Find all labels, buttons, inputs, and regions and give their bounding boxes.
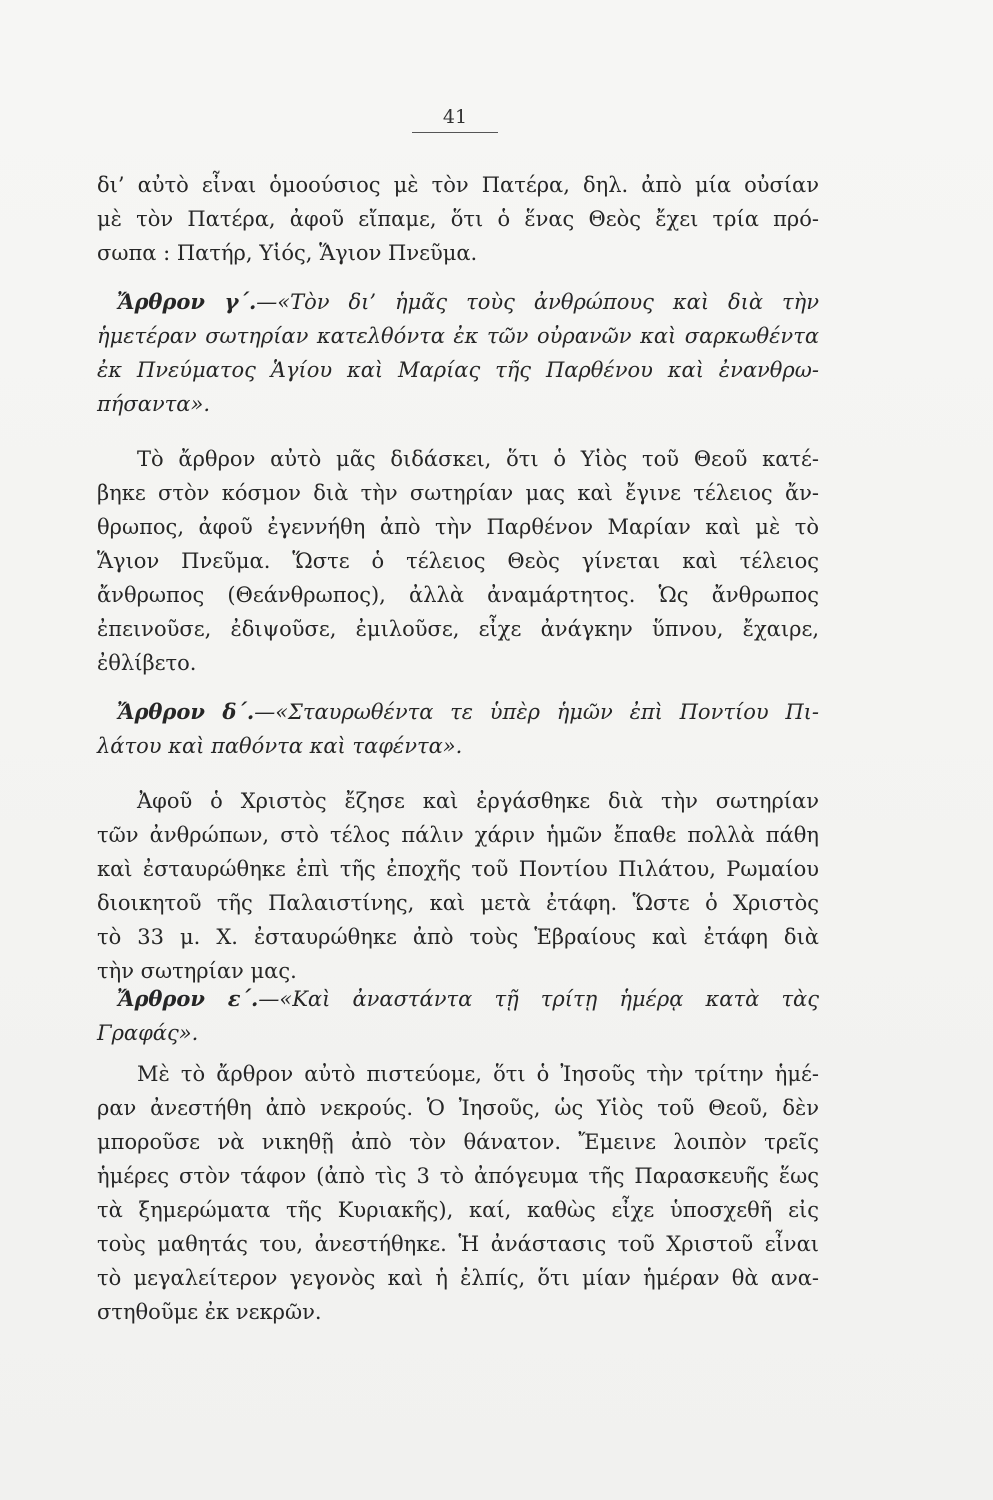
text-line: στηθοῦμε ἐκ νεκρῶν. [97,1300,322,1324]
text-line: τὸ μεγαλείτερον γεγονὸς καὶ ἡ ἐλπίς, ὅτι μίαν ἡμέραν θὰ ανα- [97,1266,819,1290]
text-line: ἐθλίβετο. [97,651,197,675]
creed-quote: —«Τὸν δι’ ἡμᾶς τοὺς ἀνθρώπους καὶ διὰ τὴν [256,290,819,314]
text-line: δι’ αὐτὸ εἶναι ὁμοούσιος μὲ τὸν Πατέρα, δηλ. ἀπὸ μία οὐσίαν [97,173,819,197]
text-line: ραν ἀνεστήθη ἀπὸ νεκρούς. Ὁ Ἰησοῦς, ὡς Υἱὸς τοῦ Θεοῦ, δὲν [97,1096,819,1120]
text-line: Ἀφοῦ ὁ Χριστὸς ἔζησε καὶ ἐργάσθηκε διὰ τὴν σωτηρίαν [137,789,819,813]
creed-quote: —«Σταυρωθέντα τε ὑπὲρ ἡμῶν ἐπὶ Ποντίου Πι- [254,700,819,724]
article-heading-line [97,285,819,319]
text-line: τὸ 33 μ. Χ. ἐσταυρώθηκε ἀπὸ τοὺς Ἑβραίους καὶ ἐτάφη διὰ [97,925,819,949]
creed-line: Γραφάς». [97,1021,199,1045]
text-line: βηκε στὸν κόσμον διὰ τὴν σωτηρίαν μας καὶ ἔγινε τέλειος ἄν- [97,481,819,505]
text-line: τὴν σωτηρίαν μας. [97,959,297,983]
text-line: τῶν ἀνθρώπων, στὸ τέλος πάλιν χάριν ἡμῶν ἔπαθε πολλὰ πάθη [97,823,819,847]
page-number-rule [412,132,498,133]
text-line: ἐπεινοῦσε, ἐδιψοῦσε, ἐμιλοῦσε, εἶχε ἀνάγκην ὕπνου, ἔχαιρε, [97,617,819,641]
text-line: Μὲ τὸ ἄρθρον αὐτὸ πιστεύομε, ὅτι ὁ Ἰησοῦς τὴν τρίτην ἡμέ- [137,1062,819,1086]
text-line: θρωπος, ἀφοῦ ἐγεννήθη ἀπὸ τὴν Παρθένον Μαρίαν καὶ μὲ τὸ [97,515,819,539]
text-line: ἄνθρωπος (Θεάνθρωπος), ἀλλὰ ἀναμάρτητος. Ὡς ἄνθρωπος [97,583,819,607]
article-heading-line [97,695,819,729]
creed-line: πήσαντα». [97,392,210,416]
text-line: ἡμέρες στὸν τάφον (ἀπὸ τὶς 3 τὸ ἀπόγευμα τῆς Παρασκευῆς ἕως [97,1164,819,1188]
article-heading: Ἄρθρον γ΄. [117,289,257,314]
text-line: τοὺς μαθητάς του, ἀνεστήθηκε. Ἡ ἀνάστασις τοῦ Χριστοῦ εἶναι [97,1232,819,1256]
text-line: καὶ ἐσταυρώθηκε ἐπὶ τῆς ἐποχῆς τοῦ Ποντίου Πιλάτου, Ρωμαίου [97,857,819,881]
article-heading: Ἄρθρον δ΄. [117,699,255,724]
page-number: 41 [442,106,468,128]
text-line: μὲ τὸν Πατέρα, ἀφοῦ εἴπαμε, ὅτι ὁ ἕνας Θεὸς ἔχει τρία πρό- [97,207,819,231]
text-line: μποροῦσε νὰ νικηθῇ ἀπὸ τὸν θάνατον. Ἔμεινε λοιπὸν τρεῖς [97,1130,819,1154]
text-line: διοικητοῦ τῆς Παλαιστίνης, καὶ μετὰ ἐτάφη. Ὥστε ὁ Χριστὸς [97,891,819,915]
article-heading-line [97,982,819,1016]
text-line: τὰ ξημερώματα τῆς Κυριακῆς), καί, καθὼς εἶχε ὑποσχεθῆ εἰς [97,1198,819,1222]
creed-line: λάτου καὶ παθόντα καὶ ταφέντα». [97,734,463,758]
creed-line: ἡμετέραν σωτηρίαν κατελθόντα ἐκ τῶν οὐρανῶν καὶ σαρκωθέντα [97,324,819,348]
text-line: Τὸ ἄρθρον αὐτὸ μᾶς διδάσκει, ὅτι ὁ Υἱὸς τοῦ Θεοῦ κατέ- [137,447,819,471]
article-heading: Ἄρθρον ε΄. [117,986,259,1011]
text-line: Ἅγιον Πνεῦμα. Ὥστε ὁ τέλειος Θεὸς γίνεται καὶ τέλειος [97,549,819,573]
text-line: σωπα : Πατήρ, Υἱός, Ἅγιον Πνεῦμα. [97,241,478,265]
creed-quote: —«Καὶ ἀναστάντα τῇ τρίτῃ ἡμέρᾳ κατὰ τὰς [258,987,820,1011]
creed-line: ἐκ Πνεύματος Ἁγίου καὶ Μαρίας τῆς Παρθένου καὶ ἐνανθρω- [97,358,819,382]
